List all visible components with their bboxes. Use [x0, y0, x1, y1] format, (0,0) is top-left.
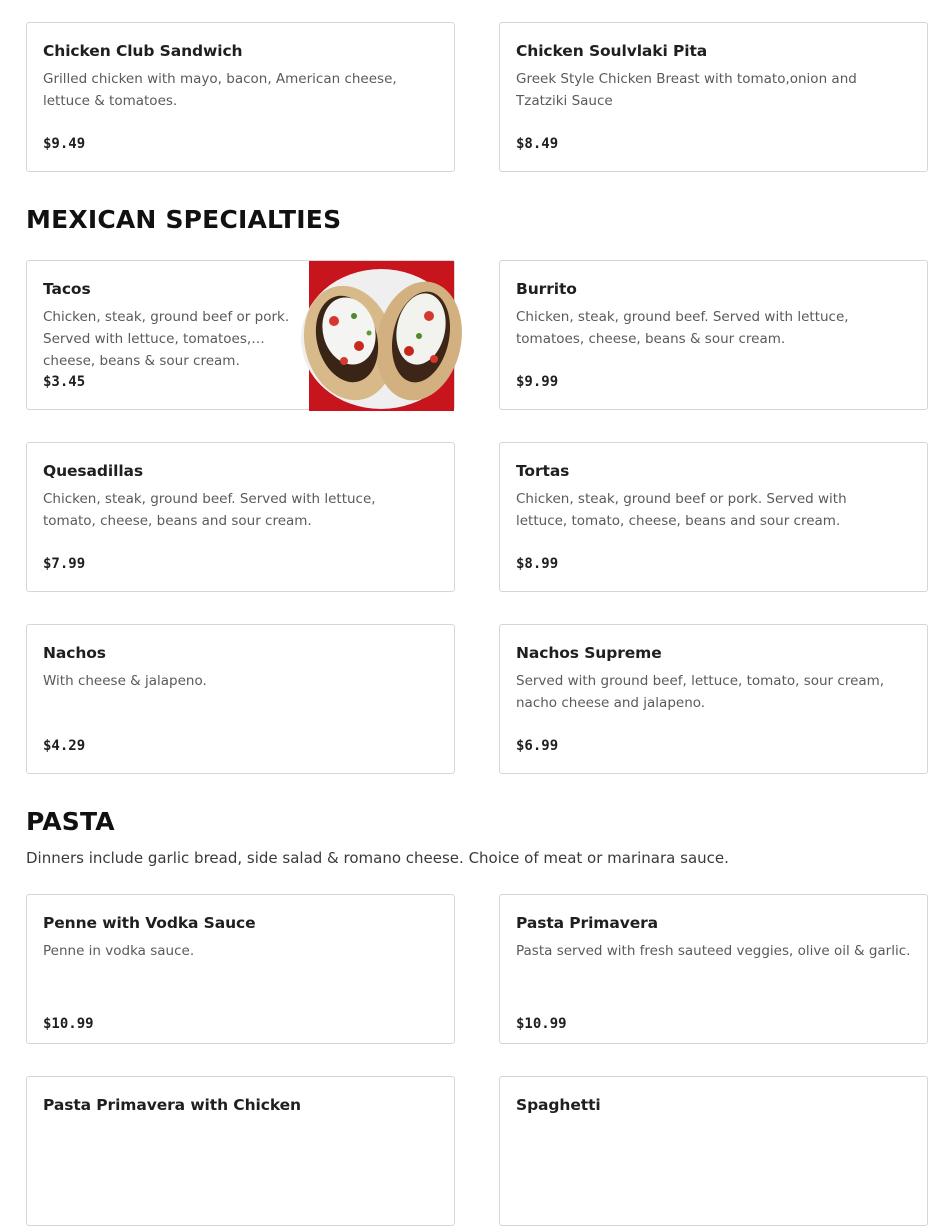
section-title-pasta: PASTA — [26, 807, 115, 836]
item-name: Pasta Primavera — [516, 914, 659, 932]
item-name: Nachos — [43, 644, 106, 662]
item-description: With cheese & jalapeno. — [43, 673, 207, 689]
menu-item-card[interactable] — [26, 260, 455, 410]
section-title-mexican: MEXICAN SPECIALTIES — [26, 205, 342, 234]
item-name: Nachos Supreme — [516, 644, 662, 662]
item-price: $4.29 — [43, 738, 86, 754]
item-price: $10.99 — [43, 1016, 94, 1032]
menu-item-card[interactable] — [499, 1076, 928, 1226]
menu-item-card[interactable] — [26, 624, 455, 774]
item-price: $10.99 — [516, 1016, 567, 1032]
item-description: Greek Style Chicken Breast with tomato,onion and Tzatziki Sauce — [516, 71, 857, 109]
menu-item-card[interactable] — [26, 442, 455, 592]
item-description: Chicken, steak, ground beef. Served with lettuce, tomato, cheese, beans and sour cream. — [43, 491, 376, 529]
item-price: $8.99 — [516, 556, 559, 572]
item-name: Penne with Vodka Sauce — [43, 914, 256, 932]
item-description: Served with ground beef, lettuce, tomato, sour cream, nacho cheese and jalapeno. — [516, 673, 885, 711]
item-name: Pasta Primavera with Chicken — [43, 1096, 301, 1114]
menu-item-card[interactable] — [26, 1076, 455, 1226]
item-price: $3.45 — [43, 374, 86, 390]
item-name: Tortas — [516, 462, 570, 480]
item-price: $9.99 — [516, 374, 559, 390]
section-description-pasta: Dinners include garlic bread, side salad & romano cheese. Choice of meat or marinara sauce. — [26, 849, 729, 867]
menu-item-card[interactable] — [499, 442, 928, 592]
item-name: Chicken Club Sandwich — [43, 42, 243, 60]
item-name: Burrito — [516, 280, 577, 298]
item-description: Grilled chicken with mayo, bacon, American cheese, lettuce & tomatoes. — [43, 71, 397, 109]
menu-item-card[interactable] — [499, 260, 928, 410]
menu-item-card[interactable] — [26, 22, 455, 172]
item-price: $6.99 — [516, 738, 559, 754]
item-price: $7.99 — [43, 556, 86, 572]
tacos-photo — [309, 261, 454, 411]
menu-item-card[interactable] — [499, 22, 928, 172]
item-description: Chicken, steak, ground beef. Served with lettuce, tomatoes, cheese, beans & sour cream. — [516, 309, 849, 347]
menu-item-card[interactable] — [499, 624, 928, 774]
item-description: Chicken, steak, ground beef or pork. Served with lettuce, tomatoes, cheese, beans & sour cream. — [43, 309, 290, 369]
item-description: Penne in vodka sauce. — [43, 943, 195, 959]
item-name: Tacos — [43, 280, 91, 298]
item-name: Quesadillas — [43, 462, 144, 480]
item-description: Chicken, steak, ground beef or pork. Served with lettuce, tomato, cheese, beans and sour cream. — [516, 491, 847, 529]
item-price: $8.49 — [516, 136, 559, 152]
item-description: Pasta served with fresh sauteed veggies, olive oil & garlic. — [516, 943, 911, 959]
item-name: Chicken Soulvlaki Pita — [516, 42, 708, 60]
item-name: Spaghetti — [516, 1096, 601, 1114]
menu-item-card[interactable] — [26, 894, 455, 1044]
item-price: $9.49 — [43, 136, 86, 152]
menu-item-card[interactable] — [499, 894, 928, 1044]
